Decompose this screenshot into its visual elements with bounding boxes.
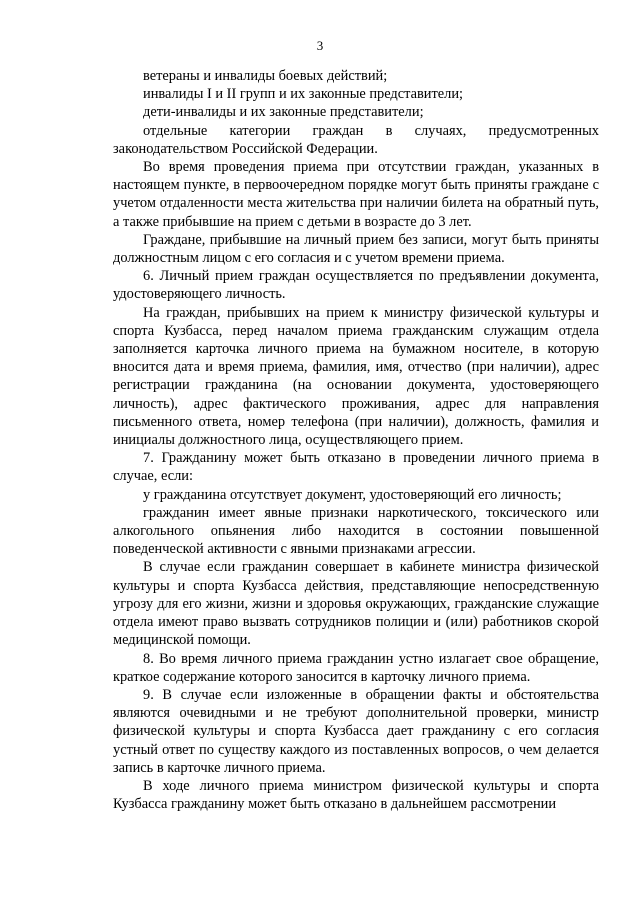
paragraph: 9. В случае если изложенные в обращении факты и обстоятельства являются очевидными и не требуют дополнительной проверки, министр физической культуры и спорта Кузбасса дает гражданину с его согласия устный ответ по существу каждого из поставленных вопросов, о чем делается запись в карточке личного приема. bbox=[113, 686, 599, 776]
paragraph: На граждан, прибывших на прием к министру физической культуры и спорта Кузбасса, перед началом приема гражданским служащим отдела заполняется карточка личного приема на бумажном носителе, в которую вносится дата и время приема, фамилия, имя, отчество (при наличии), адрес регистрации гражданина (на основании документа, удостоверяющего личность), адрес фактического проживания, адрес для направления письменного ответа, номер телефона (при наличии), должность, фамилия и инициалы должностного лица, осуществляющего прием. bbox=[113, 304, 599, 449]
paragraph: инвалиды I и II групп и их законные представители; bbox=[143, 86, 464, 103]
document-body bbox=[113, 67, 599, 813]
paragraph: 8. Во время личного приема гражданин устно излагает свое обращение, краткое содержание которого заносится в карточку личного приема. bbox=[113, 650, 599, 685]
paragraph: гражданин имеет явные признаки наркотического, токсического или алкогольного опьянения либо находится в состоянии повышенной поведенческой активности с явными признаками агрессии. bbox=[113, 504, 599, 558]
paragraph: дети-инвалиды и их законные представители; bbox=[143, 104, 424, 121]
paragraph: Во время проведения приема при отсутствии граждан, указанных в настоящем пункте, в первоочередном порядке могут быть приняты граждане с учетом отдаленности места жительства при наличии билета на обратный путь, а также прибывшие на прием с детьми в возрасте до 3 лет. bbox=[113, 159, 599, 230]
paragraph: Граждане, прибывшие на личный прием без записи, могут быть приняты должностным лицом с его согласия и с учетом времени приема. bbox=[113, 231, 599, 267]
paragraph: отдельные категории граждан в случаях, предусмотренных законодательством Российской Федерации. bbox=[113, 122, 599, 157]
paragraph: 7. Гражданину может быть отказано в проведении личного приема в случае, если: bbox=[113, 450, 599, 485]
paragraph: 6. Личный прием граждан осуществляется по предъявлении документа, удостоверяющего личность. bbox=[113, 268, 599, 303]
page-number: 3 bbox=[316, 38, 324, 53]
paragraph: В случае если гражданин совершает в кабинете министра физической культуры и спорта Кузбасса действия, представляющие непосредственную угрозу для его жизни, жизни и здоровья окружающих, гражданские служащие отдела имеют право вызвать сотрудников полиции и (или) работников скорой медицинской помощи. bbox=[113, 559, 599, 649]
paragraph: В ходе личного приема министром физической культуры и спорта Кузбасса гражданину может быть отказано в дальнейшем рассмотрении bbox=[113, 777, 599, 813]
paragraph: у гражданина отсутствует документ, удостоверяющий его личность; bbox=[143, 486, 562, 503]
paragraph: ветераны и инвалиды боевых действий; bbox=[143, 68, 388, 84]
